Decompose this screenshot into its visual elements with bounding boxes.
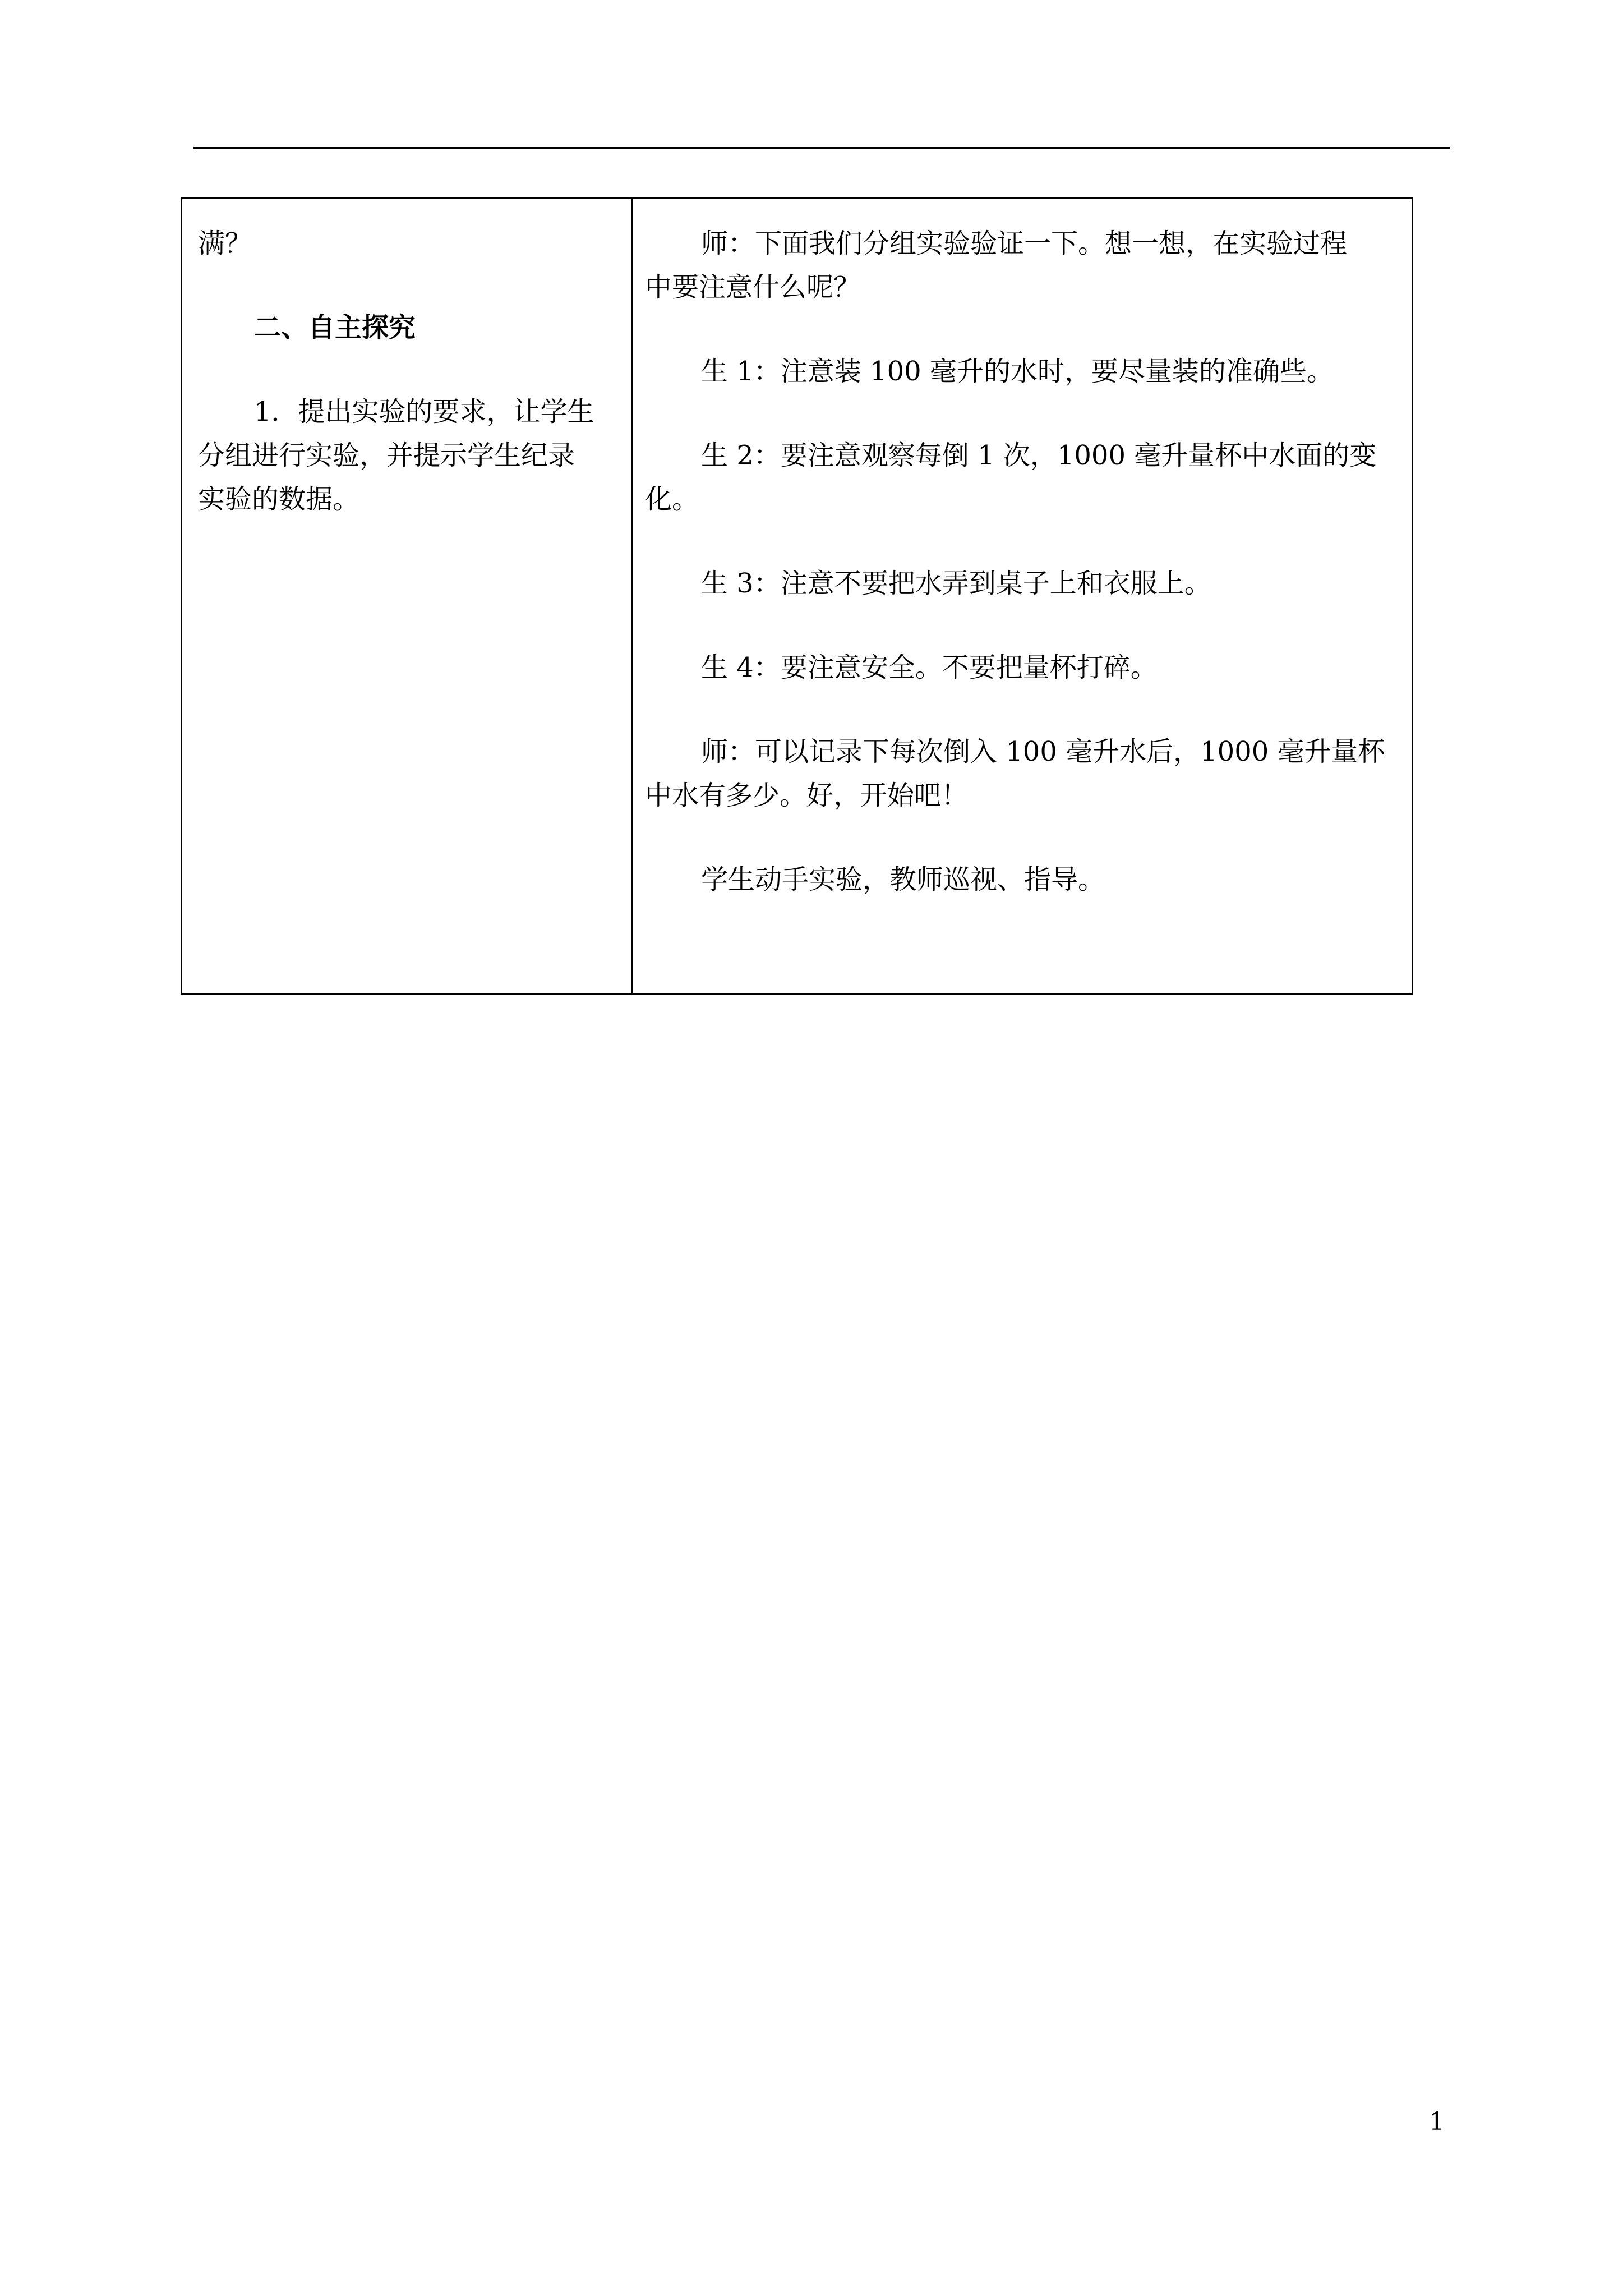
right-line: 生 4：要注意安全。不要把量杯打碎。 [701,652,1158,683]
left-continuation: 满？ [198,228,252,259]
left-paragraph [198,390,616,521]
right-line: 中要注意什么呢？ [645,272,861,303]
right-line: 生 1：注意装 100 毫升的水时，要尽量装的准确些。 [701,356,1334,387]
right-line: 师：可以记录下每次倒入 100 毫升水后，1000 毫升量杯 [701,736,1385,767]
left-line: 实验的数据。 [198,484,360,515]
lesson-table [181,197,1413,995]
student-answer-1 [645,349,1399,393]
teacher-instruction [645,730,1399,817]
student-answer-3 [645,562,1399,605]
column-divider [631,199,633,993]
header-rule [193,147,1450,149]
right-column [645,222,1399,901]
teacher-prompt [645,222,1399,309]
right-line: 中水有多少。好，开始吧！ [645,780,969,811]
left-line: 1．提出实验的要求，让学生 [254,396,594,427]
right-line: 化。 [645,484,699,515]
right-line: 学生动手实验，教师巡视、指导。 [701,864,1105,895]
left-column [198,222,616,521]
page-number: 1 [1429,2108,1445,2136]
student-answer-4 [645,646,1399,689]
right-line: 生 3：注意不要把水弄到桌子上和衣服上。 [701,568,1211,599]
right-line: 生 2：要注意观察每倒 1 次，1000 毫升量杯中水面的变 [701,440,1377,471]
left-line: 分组进行实验，并提示学生纪录 [198,440,575,471]
student-answer-2 [645,434,1399,521]
activity-note [645,858,1399,901]
section-heading: 二、自主探究 [254,312,416,343]
right-line: 师：下面我们分组实验验证一下。想一想，在实验过程 [701,228,1348,259]
